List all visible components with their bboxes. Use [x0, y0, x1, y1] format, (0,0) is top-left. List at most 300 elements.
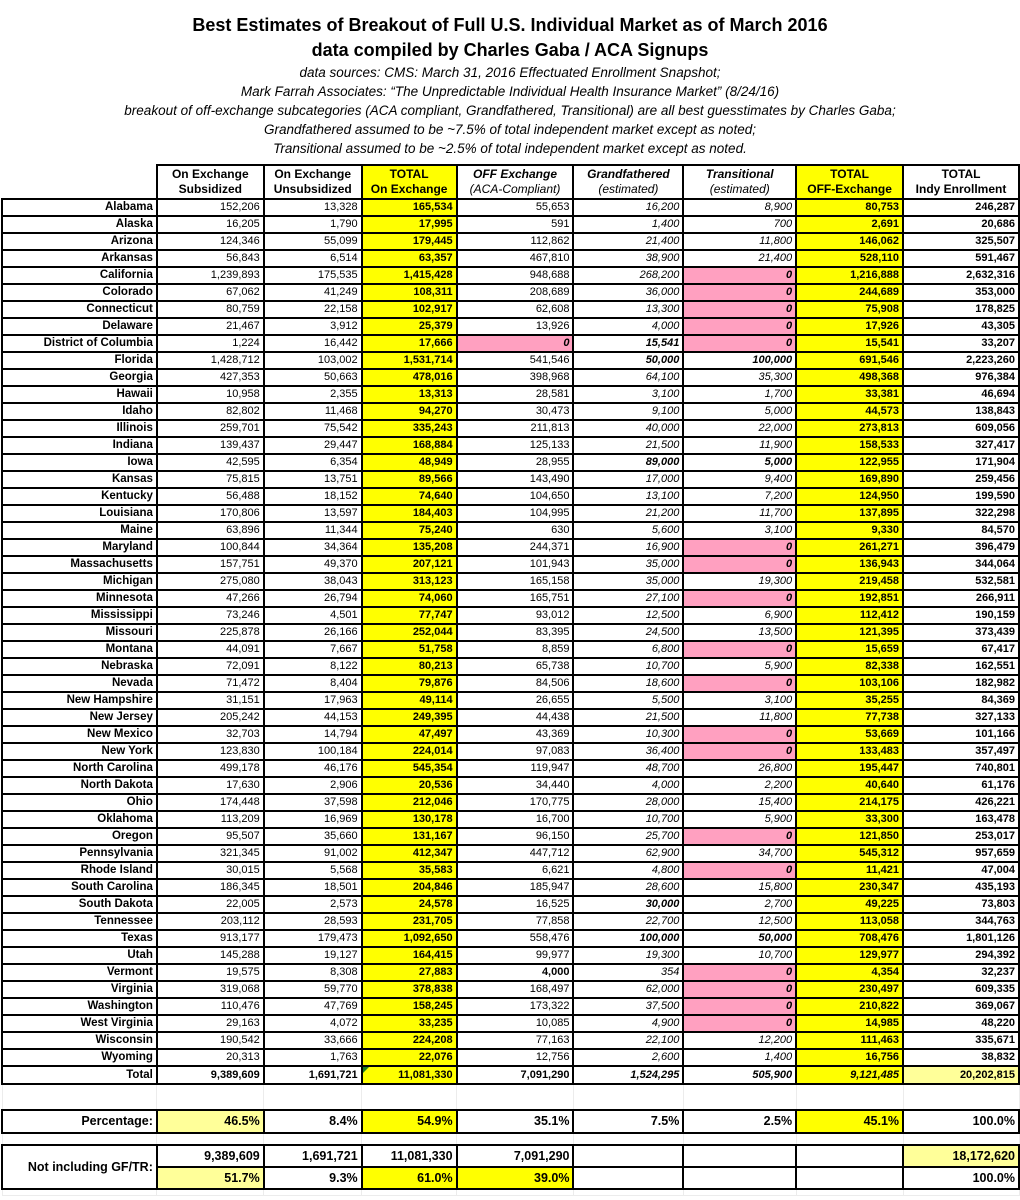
value-cell: 75,908 — [796, 301, 903, 318]
value-cell: 344,763 — [903, 913, 1019, 930]
value-cell: 179,473 — [264, 930, 362, 947]
value-cell: 121,395 — [796, 624, 903, 641]
value-cell: 165,158 — [457, 573, 574, 590]
value-cell: 259,456 — [903, 471, 1019, 488]
table-row — [2, 420, 1019, 437]
state-name-cell: Missouri — [2, 624, 157, 641]
header-line2: On Exchange — [370, 182, 448, 196]
value-cell: 12,200 — [683, 1032, 796, 1049]
value-cell: 7,667 — [264, 641, 362, 658]
value-cell: 1,092,650 — [362, 930, 457, 947]
state-name-cell: Kentucky — [2, 488, 157, 505]
value-cell: 110,476 — [157, 998, 264, 1015]
value-cell: 369,067 — [903, 998, 1019, 1015]
value-cell: 11,344 — [264, 522, 362, 539]
value-cell: 28,000 — [573, 794, 683, 811]
value-cell: 16,200 — [573, 199, 683, 216]
spacer-cell — [903, 1133, 1019, 1145]
value-cell: 261,271 — [796, 539, 903, 556]
value-cell: 103,106 — [796, 675, 903, 692]
table-row — [2, 352, 1019, 369]
state-name-cell: Arkansas — [2, 250, 157, 267]
value-cell: 214,175 — [796, 794, 903, 811]
percentage-cell: 54.9% — [362, 1110, 457, 1133]
value-cell: 28,955 — [457, 454, 574, 471]
value-cell: 164,415 — [362, 947, 457, 964]
spacer-cell — [264, 1133, 362, 1145]
value-cell: 182,982 — [903, 675, 1019, 692]
header-line2: Unsubsidized — [273, 182, 352, 196]
percentage-cell: 45.1% — [796, 1110, 903, 1133]
value-cell: 22,158 — [264, 301, 362, 318]
value-cell: 211,813 — [457, 420, 574, 437]
state-name-cell: Maine — [2, 522, 157, 539]
value-cell: 71,472 — [157, 675, 264, 692]
value-cell: 56,488 — [157, 488, 264, 505]
state-name-cell: Alabama — [2, 199, 157, 216]
spacer-cell — [457, 1084, 574, 1110]
value-cell: 89,566 — [362, 471, 457, 488]
value-cell: 8,404 — [264, 675, 362, 692]
value-cell: 7,200 — [683, 488, 796, 505]
value-cell: 48,949 — [362, 454, 457, 471]
value-cell: 168,884 — [362, 437, 457, 454]
value-cell: 19,127 — [264, 947, 362, 964]
value-cell: 13,926 — [457, 318, 574, 335]
value-cell: 37,500 — [573, 998, 683, 1015]
table-row — [2, 454, 1019, 471]
value-cell: 2,573 — [264, 896, 362, 913]
total-value-cell: 7,091,290 — [457, 1066, 574, 1084]
header-line1: OFF Exchange — [473, 167, 558, 181]
value-cell: 17,926 — [796, 318, 903, 335]
value-cell: 82,338 — [796, 658, 903, 675]
table-row — [2, 318, 1019, 335]
state-name-cell: Louisiana — [2, 505, 157, 522]
percentage-cell: 100.0% — [903, 1110, 1019, 1133]
table-row — [2, 216, 1019, 233]
value-cell: 5,900 — [683, 658, 796, 675]
value-cell: 36,400 — [573, 743, 683, 760]
value-cell: 224,208 — [362, 1032, 457, 1049]
value-cell: 21,400 — [683, 250, 796, 267]
value-cell: 5,000 — [683, 454, 796, 471]
value-cell: 4,000 — [573, 777, 683, 794]
value-cell: 32,237 — [903, 964, 1019, 981]
spacer-row — [2, 1133, 1019, 1145]
value-cell: 28,593 — [264, 913, 362, 930]
value-cell: 325,507 — [903, 233, 1019, 250]
value-cell: 353,000 — [903, 284, 1019, 301]
value-cell: 1,239,893 — [157, 267, 264, 284]
value-cell: 244,371 — [457, 539, 574, 556]
value-cell: 210,822 — [796, 998, 903, 1015]
value-cell: 101,166 — [903, 726, 1019, 743]
value-cell: 0 — [457, 335, 574, 352]
value-cell: 83,395 — [457, 624, 574, 641]
state-name-cell: Utah — [2, 947, 157, 964]
value-cell: 43,305 — [903, 318, 1019, 335]
gftr-label-cell: Not including GF/TR: — [2, 1145, 157, 1189]
value-cell: 412,347 — [362, 845, 457, 862]
header-line1: TOTAL — [941, 167, 981, 181]
table-row — [2, 998, 1019, 1015]
value-cell: 53,669 — [796, 726, 903, 743]
table-row — [2, 692, 1019, 709]
value-cell: 11,900 — [683, 437, 796, 454]
spacer-cell — [457, 1133, 574, 1145]
value-cell: 28,581 — [457, 386, 574, 403]
total-label-cell: Total — [2, 1066, 157, 1084]
value-cell: 21,467 — [157, 318, 264, 335]
state-name-cell: Colorado — [2, 284, 157, 301]
value-cell: 219,458 — [796, 573, 903, 590]
value-cell: 131,167 — [362, 828, 457, 845]
value-cell: 64,100 — [573, 369, 683, 386]
value-cell: 740,801 — [903, 760, 1019, 777]
header-line1: On Exchange — [171, 167, 249, 181]
spacer-cell — [683, 1189, 796, 1195]
value-cell: 25,700 — [573, 828, 683, 845]
column-header — [903, 165, 1019, 199]
value-cell: 12,500 — [573, 607, 683, 624]
value-cell: 246,287 — [903, 199, 1019, 216]
value-cell: 17,963 — [264, 692, 362, 709]
value-cell: 47,004 — [903, 862, 1019, 879]
value-cell: 541,546 — [457, 352, 574, 369]
value-cell: 35,300 — [683, 369, 796, 386]
value-cell: 1,790 — [264, 216, 362, 233]
spacer-cell — [362, 1084, 457, 1110]
state-name-cell: Virginia — [2, 981, 157, 998]
state-name-cell: New Mexico — [2, 726, 157, 743]
value-cell: 102,917 — [362, 301, 457, 318]
header-line2: (ACA-Compliant) — [469, 182, 561, 196]
value-cell: 82,802 — [157, 403, 264, 420]
value-cell: 100,000 — [573, 930, 683, 947]
value-cell: 224,014 — [362, 743, 457, 760]
value-cell: 0 — [683, 862, 796, 879]
value-cell: 137,895 — [796, 505, 903, 522]
column-header — [457, 165, 574, 199]
value-cell: 0 — [683, 267, 796, 284]
value-cell: 97,083 — [457, 743, 574, 760]
header-line2: (estimated) — [598, 182, 659, 196]
value-cell: 100,844 — [157, 539, 264, 556]
value-cell: 35,583 — [362, 862, 457, 879]
table-row — [2, 913, 1019, 930]
percentage-cell: 7.5% — [573, 1110, 683, 1133]
value-cell: 38,900 — [573, 250, 683, 267]
value-cell: 20,536 — [362, 777, 457, 794]
value-cell: 630 — [457, 522, 574, 539]
value-cell: 138,843 — [903, 403, 1019, 420]
table-row — [2, 522, 1019, 539]
value-cell: 171,904 — [903, 454, 1019, 471]
table-row — [2, 709, 1019, 726]
value-cell: 700 — [683, 216, 796, 233]
page-subtitle: data compiled by Charles Gaba / ACA Signups — [311, 40, 709, 60]
value-cell: 19,300 — [683, 573, 796, 590]
value-cell: 50,000 — [573, 352, 683, 369]
value-cell: 17,995 — [362, 216, 457, 233]
state-name-cell: Wyoming — [2, 1049, 157, 1066]
value-cell: 1,224 — [157, 335, 264, 352]
value-cell: 244,689 — [796, 284, 903, 301]
value-cell: 5,500 — [573, 692, 683, 709]
value-cell: 84,369 — [903, 692, 1019, 709]
state-name-cell: Indiana — [2, 437, 157, 454]
value-cell: 47,497 — [362, 726, 457, 743]
table-row — [2, 743, 1019, 760]
value-cell: 95,507 — [157, 828, 264, 845]
table-row — [2, 641, 1019, 658]
table-row — [2, 556, 1019, 573]
value-cell: 20,686 — [903, 216, 1019, 233]
percentage-cell: 8.4% — [264, 1110, 362, 1133]
value-cell: 0 — [683, 318, 796, 335]
value-cell: 158,533 — [796, 437, 903, 454]
value-cell: 173,322 — [457, 998, 574, 1015]
note-breakout: breakout of off-exchange subcategories (ACA compliant, Grandfathered, Transitional) are all best guesstimates by Charles Gaba; — [124, 103, 896, 118]
value-cell: 55,099 — [264, 233, 362, 250]
value-cell: 13,100 — [573, 488, 683, 505]
value-cell: 27,100 — [573, 590, 683, 607]
percentage-label-cell: Percentage: — [2, 1110, 157, 1133]
value-cell: 545,312 — [796, 845, 903, 862]
value-cell: 10,085 — [457, 1015, 574, 1032]
value-cell: 11,468 — [264, 403, 362, 420]
table-row — [2, 590, 1019, 607]
value-cell: 89,000 — [573, 454, 683, 471]
spacer-cell — [796, 1189, 903, 1195]
table-row — [2, 811, 1019, 828]
value-cell: 16,525 — [457, 896, 574, 913]
value-cell: 0 — [683, 301, 796, 318]
value-cell: 4,354 — [796, 964, 903, 981]
value-cell: 30,000 — [573, 896, 683, 913]
value-cell: 190,159 — [903, 607, 1019, 624]
value-cell: 4,900 — [573, 1015, 683, 1032]
value-cell: 31,151 — [157, 692, 264, 709]
value-cell: 0 — [683, 335, 796, 352]
state-name-cell: Florida — [2, 352, 157, 369]
value-cell: 0 — [683, 964, 796, 981]
column-header — [683, 165, 796, 199]
value-cell: 558,476 — [457, 930, 574, 947]
value-cell: 609,056 — [903, 420, 1019, 437]
value-cell: 2,223,260 — [903, 352, 1019, 369]
value-cell: 609,335 — [903, 981, 1019, 998]
state-name-cell: Ohio — [2, 794, 157, 811]
value-cell: 112,862 — [457, 233, 574, 250]
table-row — [2, 862, 1019, 879]
percentage-cell: 46.5% — [157, 1110, 264, 1133]
value-cell: 30,473 — [457, 403, 574, 420]
spacer-cell — [264, 1189, 362, 1195]
state-name-cell: Texas — [2, 930, 157, 947]
value-cell: 2,200 — [683, 777, 796, 794]
value-cell: 13,313 — [362, 386, 457, 403]
value-cell: 8,900 — [683, 199, 796, 216]
state-name-cell: Washington — [2, 998, 157, 1015]
value-cell: 152,206 — [157, 199, 264, 216]
value-cell: 231,705 — [362, 913, 457, 930]
total-value-cell: 20,202,815 — [903, 1066, 1019, 1084]
value-cell: 6,354 — [264, 454, 362, 471]
value-cell: 20,313 — [157, 1049, 264, 1066]
value-cell: 26,655 — [457, 692, 574, 709]
value-cell: 163,478 — [903, 811, 1019, 828]
total-value-cell: 9,389,609 — [157, 1066, 264, 1084]
value-cell: 27,883 — [362, 964, 457, 981]
value-cell: 104,650 — [457, 488, 574, 505]
value-cell: 15,659 — [796, 641, 903, 658]
value-cell: 18,501 — [264, 879, 362, 896]
value-cell: 335,243 — [362, 420, 457, 437]
header-line1: Grandfathered — [587, 167, 670, 181]
value-cell: 0 — [683, 539, 796, 556]
total-value-cell: 1,524,295 — [573, 1066, 683, 1084]
value-cell: 79,876 — [362, 675, 457, 692]
value-cell: 33,207 — [903, 335, 1019, 352]
percentage-cell: 2.5% — [683, 1110, 796, 1133]
spacer-cell — [796, 1084, 903, 1110]
value-cell: 249,395 — [362, 709, 457, 726]
value-cell: 80,753 — [796, 199, 903, 216]
value-cell: 136,943 — [796, 556, 903, 573]
page-title: Best Estimates of Breakout of Full U.S. Individual Market as of March 2016 — [192, 15, 828, 35]
value-cell: 40,640 — [796, 777, 903, 794]
header-line2: OFF-Exchange — [807, 182, 892, 196]
value-cell: 146,062 — [796, 233, 903, 250]
value-cell: 11,700 — [683, 505, 796, 522]
total-value-cell: 1,691,721 — [264, 1066, 362, 1084]
value-cell: 38,832 — [903, 1049, 1019, 1066]
spacer-cell — [157, 1189, 264, 1195]
table-row — [2, 794, 1019, 811]
value-cell: 14,794 — [264, 726, 362, 743]
title-block — [0, 0, 1020, 158]
spacer-cell — [264, 1084, 362, 1110]
table-row — [2, 573, 1019, 590]
value-cell: 13,597 — [264, 505, 362, 522]
value-cell: 185,947 — [457, 879, 574, 896]
value-cell: 22,700 — [573, 913, 683, 930]
value-cell: 0 — [683, 743, 796, 760]
value-cell: 2,906 — [264, 777, 362, 794]
value-cell: 16,442 — [264, 335, 362, 352]
value-cell: 108,311 — [362, 284, 457, 301]
value-cell: 17,630 — [157, 777, 264, 794]
gftr-value-cell: 100.0% — [903, 1167, 1019, 1189]
value-cell: 266,911 — [903, 590, 1019, 607]
value-cell: 1,763 — [264, 1049, 362, 1066]
value-cell: 2,600 — [573, 1049, 683, 1066]
value-cell: 5,000 — [683, 403, 796, 420]
state-name-cell: New York — [2, 743, 157, 760]
value-cell: 93,012 — [457, 607, 574, 624]
value-cell: 62,900 — [573, 845, 683, 862]
value-cell: 26,166 — [264, 624, 362, 641]
value-cell: 16,969 — [264, 811, 362, 828]
value-cell: 6,900 — [683, 607, 796, 624]
value-cell: 34,700 — [683, 845, 796, 862]
value-cell: 22,005 — [157, 896, 264, 913]
value-cell: 398,968 — [457, 369, 574, 386]
value-cell: 0 — [683, 556, 796, 573]
value-cell: 9,330 — [796, 522, 903, 539]
value-cell: 15,800 — [683, 879, 796, 896]
value-cell: 63,896 — [157, 522, 264, 539]
table-row — [2, 828, 1019, 845]
value-cell: 26,800 — [683, 760, 796, 777]
table-row — [2, 1015, 1019, 1032]
value-cell: 0 — [683, 981, 796, 998]
value-cell: 195,447 — [796, 760, 903, 777]
value-cell: 545,354 — [362, 760, 457, 777]
value-cell: 157,751 — [157, 556, 264, 573]
spacer-cell — [573, 1084, 683, 1110]
value-cell: 948,688 — [457, 267, 574, 284]
value-cell: 139,437 — [157, 437, 264, 454]
spacer-cell — [903, 1189, 1019, 1195]
table-row — [2, 1049, 1019, 1066]
value-cell: 22,000 — [683, 420, 796, 437]
value-cell: 0 — [683, 641, 796, 658]
value-cell: 77,858 — [457, 913, 574, 930]
value-cell: 9,400 — [683, 471, 796, 488]
state-name-cell: Nevada — [2, 675, 157, 692]
value-cell: 0 — [683, 726, 796, 743]
corner-cell — [2, 165, 157, 199]
table-row — [2, 624, 1019, 641]
table-row — [2, 607, 1019, 624]
state-name-cell: Oregon — [2, 828, 157, 845]
value-cell: 33,666 — [264, 1032, 362, 1049]
gftr-value-cell: 9.3% — [264, 1167, 362, 1189]
value-cell: 18,600 — [573, 675, 683, 692]
gftr-value-cell: 11,081,330 — [362, 1145, 457, 1167]
value-cell: 225,878 — [157, 624, 264, 641]
value-cell: 11,800 — [683, 709, 796, 726]
value-cell: 268,200 — [573, 267, 683, 284]
value-cell: 230,497 — [796, 981, 903, 998]
value-cell: 56,843 — [157, 250, 264, 267]
value-cell: 0 — [683, 675, 796, 692]
value-cell: 1,428,712 — [157, 352, 264, 369]
value-cell: 74,640 — [362, 488, 457, 505]
gftr-empty-cell — [573, 1145, 683, 1167]
value-cell: 184,403 — [362, 505, 457, 522]
state-name-cell: Arizona — [2, 233, 157, 250]
value-cell: 84,506 — [457, 675, 574, 692]
value-cell: 447,712 — [457, 845, 574, 862]
value-cell: 63,357 — [362, 250, 457, 267]
value-cell: 99,977 — [457, 947, 574, 964]
state-name-cell: West Virginia — [2, 1015, 157, 1032]
value-cell: 38,043 — [264, 573, 362, 590]
value-cell: 32,703 — [157, 726, 264, 743]
value-cell: 378,838 — [362, 981, 457, 998]
value-cell: 129,977 — [796, 947, 903, 964]
state-name-cell: New Hampshire — [2, 692, 157, 709]
value-cell: 34,364 — [264, 539, 362, 556]
column-header — [362, 165, 457, 199]
value-cell: 4,000 — [457, 964, 574, 981]
state-name-cell: Rhode Island — [2, 862, 157, 879]
value-cell: 190,542 — [157, 1032, 264, 1049]
